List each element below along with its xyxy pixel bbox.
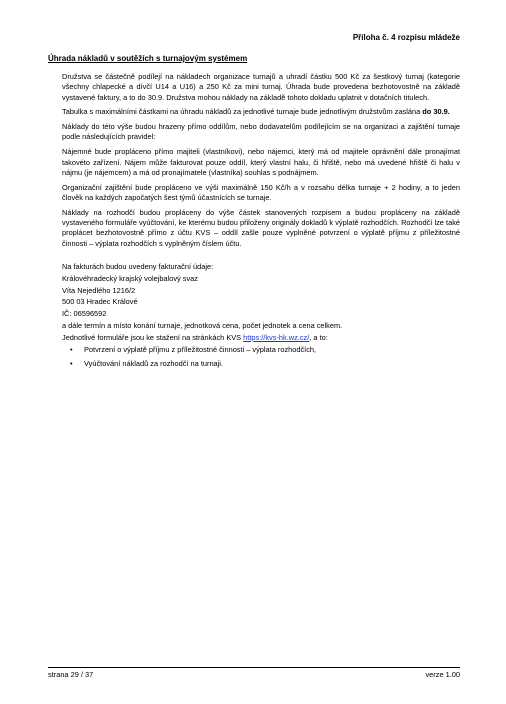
paragraph-referees: Náklady na rozhodčí budou propláceny do výše částek stanovených rozpisem a budou propláceny na základě vystaveného formuláře vyúčtování, ke kterému budou přiloženy originály dokladů k výplatě rozhodčích. Rozhodčí lze také proplácet bezhotovostně přímo z účtu KVS – oddíl zašle pouze vyplněné potvrzení o výplatě příjmu z příležitostné činnosti – výplata rozhodčích s vyplněným číslem účtu.	[62, 207, 460, 248]
kvs-website-link[interactable]: https://kvs-hk.wz.cz/	[243, 332, 310, 342]
section-title: Úhrada nákladů v soutěžích s turnajovým systémem	[48, 54, 248, 63]
deadline-bold: do 30.9.	[422, 107, 450, 117]
paragraph-organization: Organizační zajištění bude propláceno ve výši maximálně 150 Kč/h a v rozsahu délka turnaje + 2 hodiny, a to jeden člověk na každých započatých šest týmů účastnících se turnaje.	[62, 182, 460, 202]
paragraph-rent: Nájemné bude propláceno přímo majiteli (vlastníkovi), nebo nájemci, který má od majitele oprávnění dále pronajímat takovéto zařízení. Nájem může fakturovat pouze oddíl, který vlastní halu, či hřiště, nebo má uvedené hřiště či halu v nájmu (je nájemcem) a má od pronajímatele (vlastníka) souhlas s podnájmem.	[62, 147, 460, 177]
appendix-label: Příloha č. 4 rozpisu mládeže	[352, 33, 460, 42]
document-body	[62, 72, 460, 373]
billing-org: Královéhradecký krajský volejbalový svaz	[62, 273, 198, 283]
paragraph-costs-rules: Náklady do této výše budou hrazeny přímo oddílům, nebo dodavatelům podílejícím se na organizaci a zajištění turnaje podle následujících pravidel:	[62, 122, 460, 142]
paragraph-table-notice-text: Tabulka s maximálními částkami na úhradu nákladů za jednotlivé turnaje bude jednotlivým družstvům zaslána	[62, 107, 423, 117]
billing-intro: Na fakturách budou uvedeny fakturační údaje:	[62, 261, 214, 271]
version-label: verze 1.00	[425, 670, 460, 679]
billing-extra: a dále termín a místo konání turnaje, jednotková cena, počet jednotek a cena celkem.	[62, 320, 343, 330]
list-item: • Vyúčtování nákladů za rozhodčí na turnaji.	[62, 359, 460, 369]
forms-download-line	[62, 333, 460, 343]
page-number: strana 29 / 37	[48, 670, 94, 679]
billing-ico: IČ: 06596592	[62, 309, 107, 319]
forms-list	[62, 345, 460, 369]
forms-suffix: , a to:	[309, 332, 328, 342]
forms-prefix: Jednotlivé formuláře jsou ke stažení na stránkách KVS	[62, 332, 244, 342]
list-item: • Potvrzení o výplatě příjmu z příležitostné činnosti – výplata rozhodčích,	[62, 345, 460, 355]
billing-city: 500 03 Hradec Králové	[62, 297, 138, 307]
billing-street: Víta Nejedlého 1216/2	[62, 285, 136, 295]
paragraph-table-notice	[62, 107, 460, 117]
footer-divider	[48, 667, 460, 668]
paragraph-participation: Družstva se částečně podílejí na nákladech organizace turnajů a uhradí částku 500 Kč za šestkový turnaj (kategorie všechny chlapecké a dívčí U14 a U16) a 250 Kč za mini turnaj. Úhrada bude provedena bezhotovostně na základě vystavené faktury, a to do 30.9. Družstva mohou náklady na základě tohoto dokladu uplatnit v dotačních titulech.	[62, 72, 460, 102]
